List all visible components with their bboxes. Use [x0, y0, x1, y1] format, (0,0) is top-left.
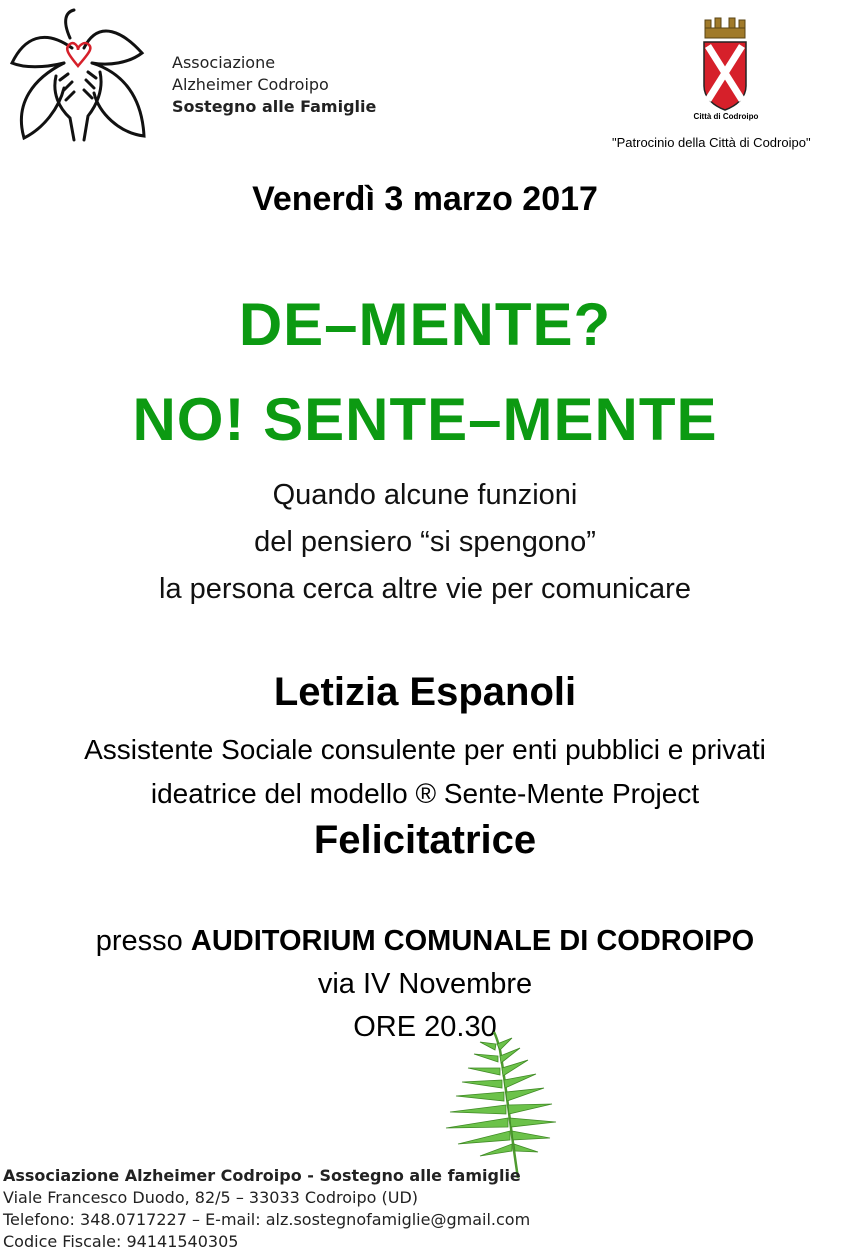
- venue-prefix: presso: [95, 925, 191, 957]
- association-line-3: Sostegno alle Famiglie: [172, 97, 377, 116]
- role-line-2: ideatrice del modello ® Sente-Mente Project: [150, 778, 700, 809]
- speaker-title: Felicitatrice: [313, 818, 537, 862]
- subtitle-line: la persona cerca altre vie per comunicare: [159, 573, 691, 605]
- event-title-line-2: NO! SENTE–MENTE: [132, 386, 718, 453]
- venue-line: [0, 920, 850, 963]
- fern-illustration: [440, 1030, 560, 1180]
- footer-contacts: [3, 1165, 530, 1253]
- subtitle-line: del pensiero “si spengono”: [254, 526, 596, 558]
- speaker-name: Letizia Espanoli: [273, 670, 577, 714]
- patronage-text: "Patrocinio della Città di Codroipo": [612, 135, 811, 150]
- role-line-1: Assistente Sociale consulente per enti pubblici e privati: [84, 734, 766, 765]
- association-logo: [4, 8, 150, 148]
- footer-address: Viale Francesco Duodo, 82/5 – 33033 Codroipo (UD): [3, 1188, 419, 1207]
- crest-caption: Città di Codroipo: [693, 112, 759, 121]
- event-time: ORE 20.30: [353, 1011, 497, 1043]
- speaker-role: [0, 728, 850, 816]
- association-line-2: Alzheimer Codroipo: [172, 75, 329, 94]
- footer-contact-line: Telefono: 348.0717227 – E-mail: alz.sostegnofamiglie@gmail.com: [3, 1210, 531, 1229]
- event-subtitle: [0, 472, 850, 613]
- association-name: [172, 52, 376, 118]
- event-title-line-1: DE–MENTE?: [238, 291, 612, 358]
- footer-tax-code: Codice Fiscale: 94141540305: [3, 1232, 239, 1251]
- venue-address: via IV Novembre: [317, 968, 533, 1000]
- association-line-1: Associazione: [172, 53, 276, 72]
- venue-name: AUDITORIUM COMUNALE DI CODROIPO: [190, 925, 755, 957]
- subtitle-line: Quando alcune funzioni: [272, 479, 578, 511]
- event-date: Venerdì 3 marzo 2017: [252, 180, 598, 218]
- city-crest-icon: [700, 16, 750, 112]
- footer-org: Associazione Alzheimer Codroipo - Sostegno alle famiglie: [3, 1166, 521, 1185]
- venue-block: [0, 920, 850, 1049]
